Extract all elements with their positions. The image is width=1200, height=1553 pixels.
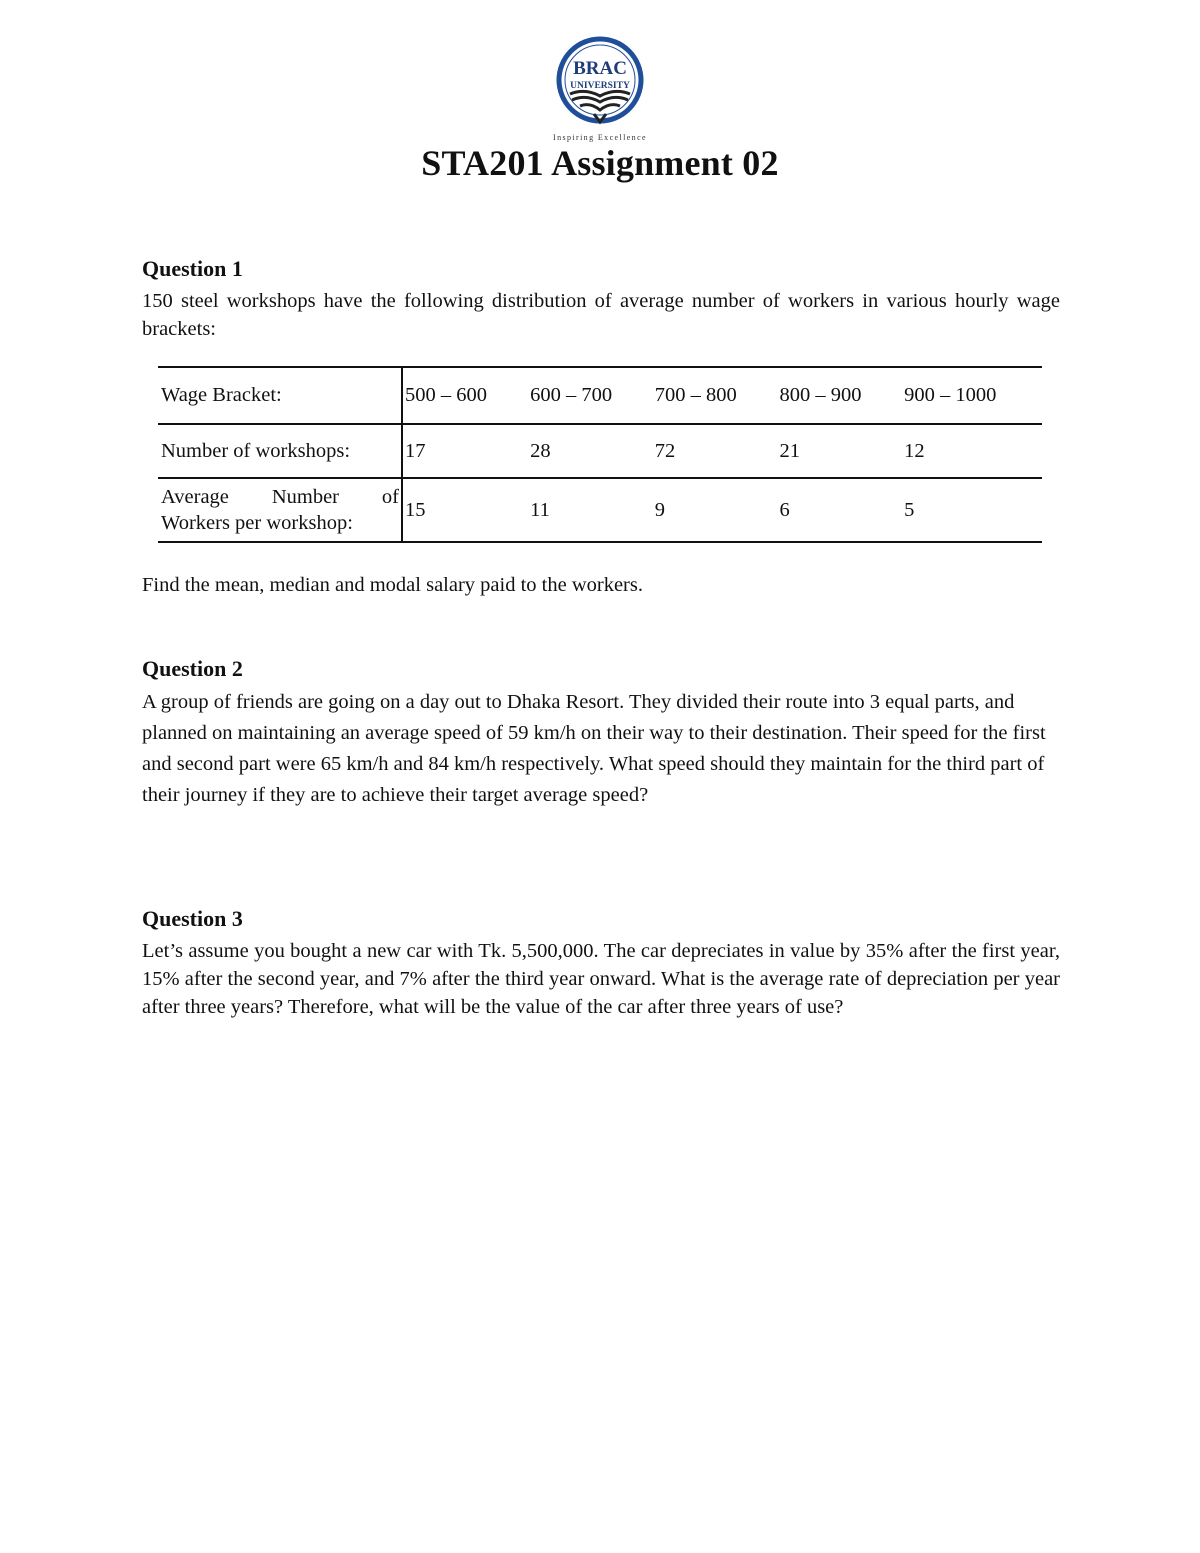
table-cell: 21 [779, 439, 800, 462]
question-3-text: Let’s assume you bought a new car with Tk. 5,500,000. The car depreciates in value by 35% after the first year, 15% after the second year, and 7% after the third year onward. What is the average rate of depreciation per year after three years? Therefore, what will be the value of the car after three years of use? [142, 940, 1060, 1018]
table-cell: 700 – 800 [654, 384, 737, 406]
row-label-line-2: Workers per workshop: [161, 512, 353, 534]
question-1-task: Find the mean, median and modal salary paid to the workers. [142, 574, 643, 596]
table-cell: 6 [779, 498, 790, 521]
question-3-heading: Question 3 [142, 906, 243, 931]
table-row-average-workers [158, 478, 1042, 542]
table-cell: 500 – 600 [405, 384, 487, 406]
table-cell: 28 [530, 439, 551, 462]
table-cell: 12 [904, 439, 925, 462]
question-2-text: A group of friends are going on a day out to Dhaka Resort. They divided their route into 3 equal parts, and planned on maintaining an average speed of 59 km/h on their way to their destination. Their speed for the first and second part were 65 km/h and 84 km/h respectively. What speed should they maintain for the third part of their journey if they are to achieve their target average speed? [142, 691, 1046, 806]
question-1-heading: Question 1 [142, 256, 243, 281]
table-cell: 9 [654, 498, 666, 521]
table-cell: 17 [405, 439, 426, 462]
table-row-number-of-workshops [158, 424, 1042, 478]
table-cell: 5 [904, 498, 915, 521]
row-label-number-of-workshops: Number of workshops: [158, 424, 402, 478]
table-cell: 15 [405, 498, 426, 521]
table-cell: 800 – 900 [779, 384, 862, 406]
question-1-text: 150 steel workshops have the following distribution of average number of workers in various hourly wage brackets: [142, 290, 1060, 340]
logo-university-text: UNIVERSITY [570, 81, 630, 91]
row-label-word: of [381, 486, 399, 508]
page-title: STA201 Assignment 02 [421, 143, 779, 183]
row-label-word: Number [271, 486, 339, 508]
logo-tagline: Inspiring Excellence [553, 133, 647, 142]
row-label-word: Average [161, 486, 229, 508]
table-row-wage-bracket [158, 367, 1042, 424]
question-2-heading: Question 2 [142, 656, 243, 681]
row-label-average-workers [158, 478, 402, 542]
logo-brac-text: BRAC [573, 58, 627, 79]
wage-distribution-table [158, 366, 1042, 543]
table-cell: 11 [530, 498, 550, 521]
table-cell: 72 [654, 439, 676, 462]
table-cell: 900 – 1000 [904, 384, 997, 406]
row-label-wage-bracket: Wage Bracket: [158, 367, 402, 424]
brac-university-logo [540, 36, 660, 146]
table-cell: 600 – 700 [530, 384, 613, 406]
